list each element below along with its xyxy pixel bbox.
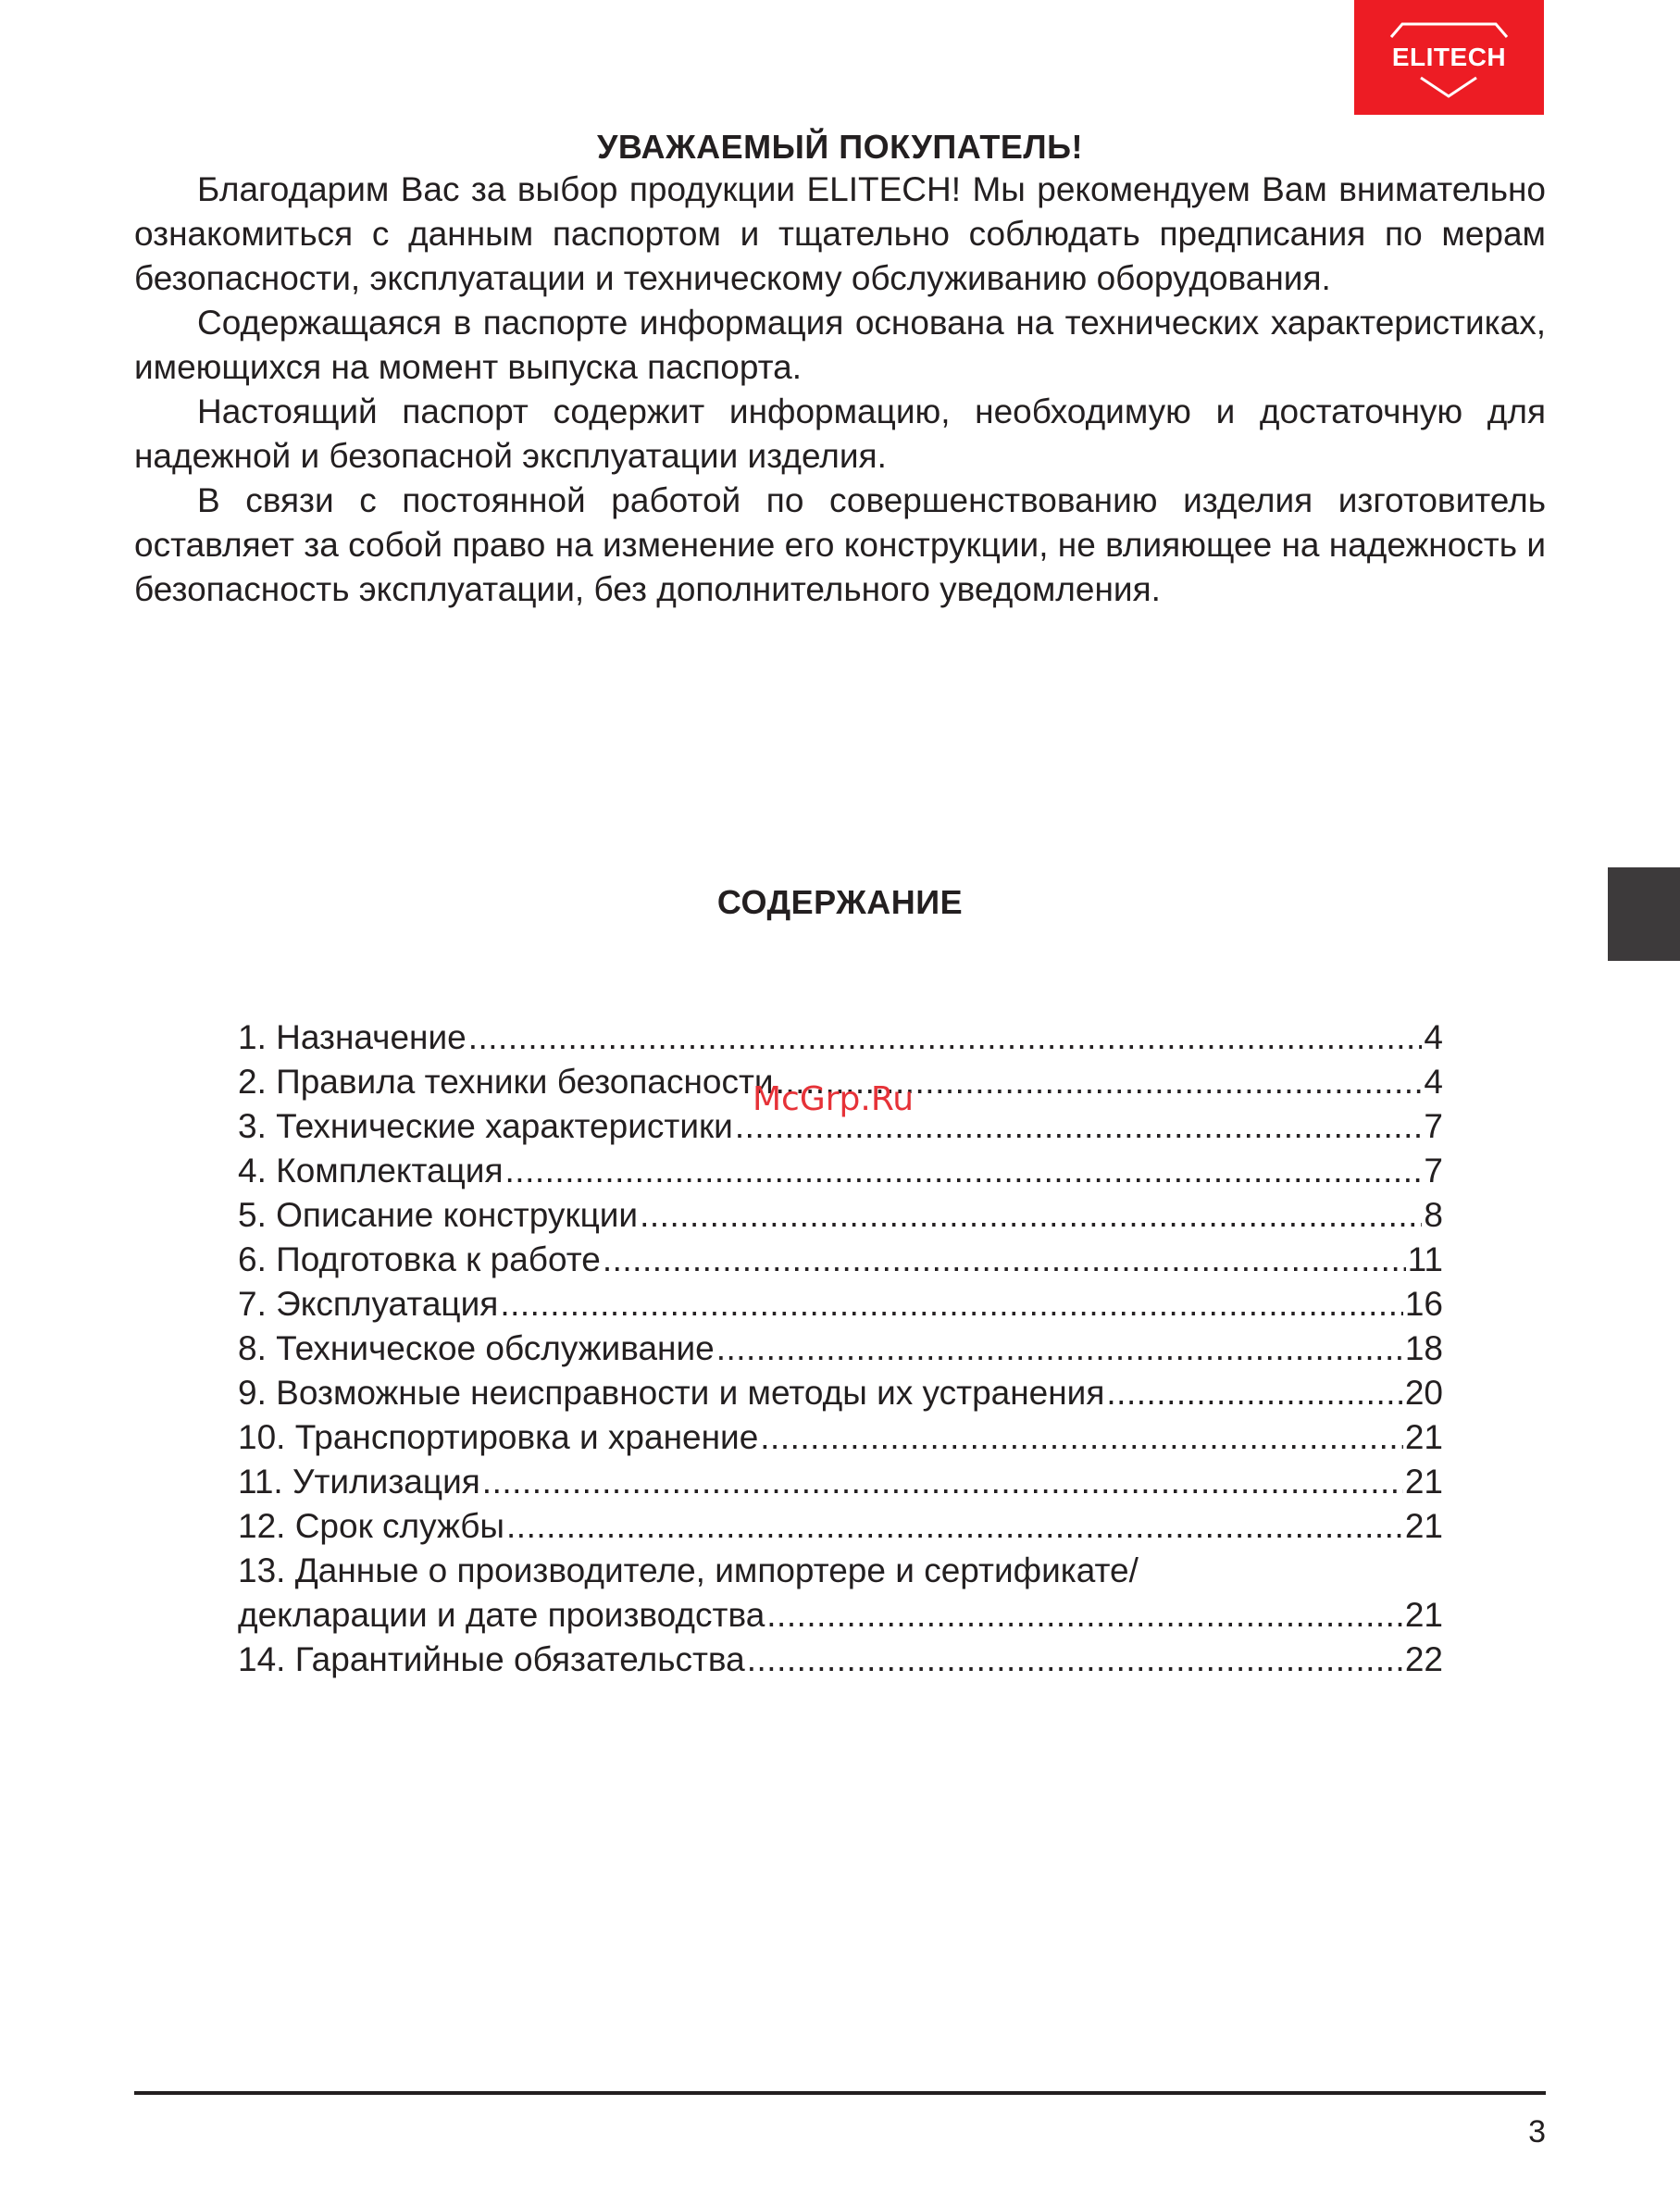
toc-item[interactable] — [238, 1238, 1443, 1282]
toc-leader — [500, 1282, 1403, 1327]
toc-item-label: 5. Описание конструкции — [238, 1196, 639, 1234]
toc-item-label: 14. Гарантийные обязательства — [238, 1640, 745, 1678]
toc-item-page: 21 — [1404, 1596, 1443, 1634]
toc-item[interactable] — [238, 1282, 1443, 1327]
toc-leader — [640, 1193, 1422, 1238]
toc-item-page: 7 — [1424, 1152, 1443, 1190]
toc-leader — [603, 1238, 1406, 1282]
toc-item[interactable] — [238, 1638, 1443, 1682]
toc-item[interactable] — [238, 1593, 1443, 1638]
toc-leader — [747, 1638, 1403, 1682]
footer-divider — [134, 2091, 1546, 2095]
toc-leader — [482, 1460, 1403, 1504]
toc-item-page: 4 — [1424, 1063, 1443, 1101]
toc-item-page: 22 — [1404, 1640, 1443, 1678]
toc-item[interactable] — [238, 1460, 1443, 1504]
watermark: McGrp.Ru — [753, 1080, 915, 1118]
intro-paragraph: Настоящий паспорт содержит информацию, необходимую и достаточную для надежной и безопасной эксплуатации изделия. — [134, 392, 1546, 475]
toc-item-label: 9. Возможные неисправности и методы их устранения — [238, 1374, 1105, 1412]
toc-item-label: 8. Техническое обслуживание — [238, 1329, 715, 1367]
toc-leader — [505, 1149, 1423, 1193]
toc-item-label: 7. Эксплуатация — [238, 1285, 499, 1323]
toc-leader — [1106, 1371, 1402, 1415]
contents-title: СОДЕРЖАНИЕ — [716, 883, 964, 921]
toc-item[interactable] — [238, 1015, 1443, 1060]
toc-leader — [468, 1015, 1423, 1060]
toc-item[interactable] — [238, 1149, 1443, 1193]
logo-text: ELITECH — [1391, 43, 1507, 71]
toc-item-page: 21 — [1404, 1418, 1443, 1456]
toc-item-label: 1. Назначение — [238, 1018, 467, 1056]
toc-item[interactable] — [238, 1193, 1443, 1238]
toc-leader — [760, 1415, 1403, 1460]
toc-item-label: 2. Правила техники безопасности — [238, 1063, 774, 1101]
intro-paragraph: Благодарим Вас за выбор продукции ELITECH! Мы рекомендуем Вам внимательно ознакомиться с данным паспортом и тщательно соблюдать предписания по мерам безопасности, эксплуатации и техническому обслуживанию оборудования. — [134, 170, 1546, 297]
intro-paragraph: Содержащаяся в паспорте информация основана на технических характеристиках, имеющихся на момент выпуска паспорта. — [134, 304, 1546, 386]
toc-item[interactable] — [238, 1415, 1443, 1460]
toc-item-page: 4 — [1424, 1018, 1443, 1056]
toc-item-page: 21 — [1404, 1463, 1443, 1501]
toc-item-page: 7 — [1424, 1107, 1443, 1145]
toc-item-label: декларации и дате производства — [238, 1596, 765, 1634]
toc-item[interactable] — [238, 1504, 1443, 1549]
toc-item-page: 18 — [1404, 1329, 1443, 1367]
toc-item-label-first-line[interactable]: 13. Данные о производителе, импортере и сертификате/ — [238, 1551, 1139, 1589]
toc-leader — [716, 1327, 1403, 1371]
toc-item-page: 21 — [1404, 1507, 1443, 1545]
toc-item-label: 10. Транспортировка и хранение — [238, 1418, 759, 1456]
toc-item-label: 12. Срок службы — [238, 1507, 505, 1545]
toc-item-label: 4. Комплектация — [238, 1152, 504, 1190]
elitech-logo — [1354, 0, 1544, 115]
toc-item-label: 11. Утилизация — [238, 1463, 480, 1501]
toc-leader — [766, 1593, 1403, 1638]
greeting-title: УВАЖАЕМЫЙ ПОКУПАТЕЛЬ! — [596, 128, 1084, 166]
toc-item[interactable] — [238, 1371, 1443, 1415]
toc-item-page: 20 — [1404, 1374, 1443, 1412]
toc-item[interactable] — [238, 1327, 1443, 1371]
toc-item-page: 8 — [1424, 1196, 1443, 1234]
intro-paragraph: В связи с постоянной работой по совершенствованию изделия изготовитель оставляет за собой право на изменение его конструкции, не влияющее на надежность и безопасность эксплуатации, без дополнительного уведомления. — [134, 481, 1546, 608]
toc-item-page: 16 — [1404, 1285, 1443, 1323]
toc-item-page: 11 — [1407, 1240, 1443, 1278]
toc-leader — [506, 1504, 1403, 1549]
page-number: 3 — [1528, 2114, 1546, 2149]
toc-item-label: 6. Подготовка к работе — [238, 1240, 601, 1278]
greeting-text — [134, 168, 1546, 612]
toc-item-label: 3. Технические характеристики — [238, 1107, 733, 1145]
